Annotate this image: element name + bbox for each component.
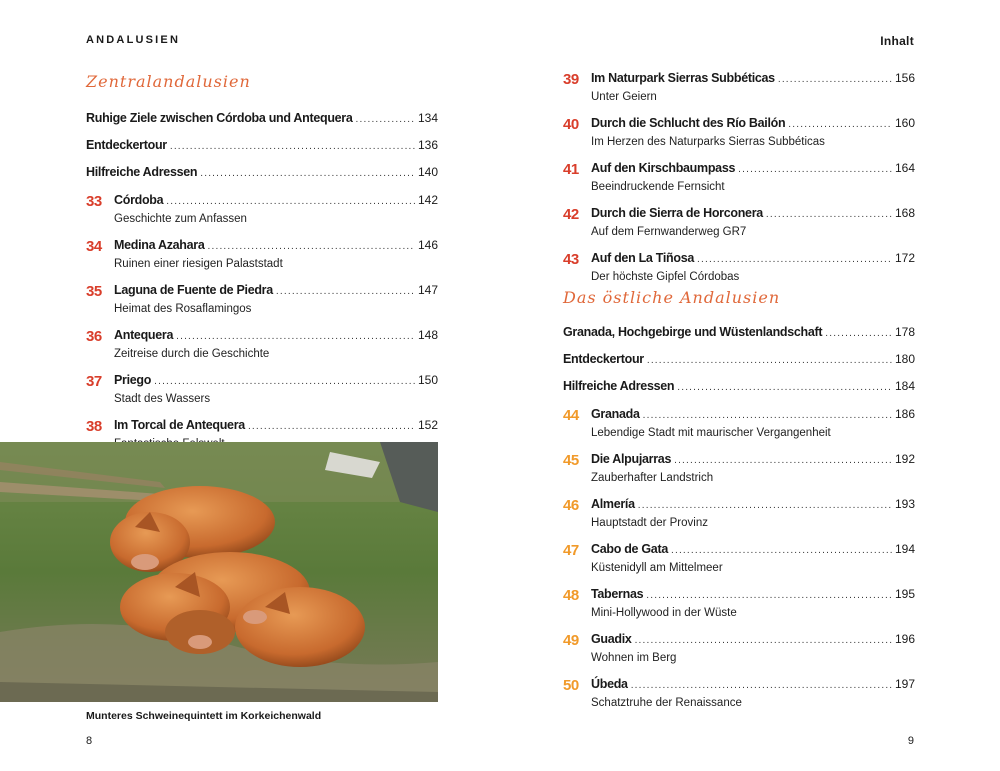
toc-entry[interactable] xyxy=(563,70,915,105)
toc-subtitle: Küstenidyll am Mittelmeer xyxy=(591,562,723,574)
toc-plain-entry[interactable] xyxy=(563,324,915,342)
toc-page-number: 164 xyxy=(894,161,915,175)
tour-number: 36 xyxy=(86,328,102,345)
tour-number: 37 xyxy=(86,373,102,390)
toc-title: Córdoba xyxy=(114,193,164,207)
toc-leader xyxy=(208,239,415,255)
toc-leader xyxy=(154,374,415,390)
toc-title: Priego xyxy=(114,373,152,387)
toc-plain-entry[interactable] xyxy=(86,137,438,155)
tour-number: 42 xyxy=(563,206,579,223)
tour-number: 44 xyxy=(563,407,579,424)
toc-subtitle: Ruinen einer riesigen Palaststadt xyxy=(114,258,283,270)
toc-entry[interactable] xyxy=(86,192,438,227)
toc-subtitle: Lebendige Stadt mit maurischer Vergangenheit xyxy=(591,427,831,439)
toc-page-number: 136 xyxy=(417,138,438,152)
toc-entry[interactable] xyxy=(563,205,915,240)
tour-number: 48 xyxy=(563,587,579,604)
toc-page-number: 184 xyxy=(894,379,915,393)
toc-title: Antequera xyxy=(114,328,174,342)
toc-title: Granada, Hochgebirge und Wüstenlandschaft xyxy=(563,325,823,339)
toc-subtitle: Mini-Hollywood in der Wüste xyxy=(591,607,737,619)
section-title-east: Das östliche Andalusien xyxy=(563,288,781,307)
piglets-photo xyxy=(0,442,438,702)
toc-page-number: 156 xyxy=(894,71,915,85)
toc-subtitle: Hauptstadt der Provinz xyxy=(591,517,708,529)
toc-entry[interactable] xyxy=(86,327,438,362)
toc-page-number: 142 xyxy=(417,193,438,207)
tour-number: 41 xyxy=(563,161,579,178)
toc-page-number: 160 xyxy=(894,116,915,130)
toc-title: Auf den Kirschbaumpass xyxy=(591,161,736,175)
toc-entry[interactable] xyxy=(86,282,438,317)
toc-page-number: 196 xyxy=(894,632,915,646)
toc-title: Laguna de Fuente de Piedra xyxy=(114,283,273,297)
toc-title: Cabo de Gata xyxy=(591,542,668,556)
toc-entry[interactable] xyxy=(563,631,915,666)
toc-leader xyxy=(356,112,415,128)
toc-entry[interactable] xyxy=(563,541,915,576)
toc-title: Medina Azahara xyxy=(114,238,205,252)
toc-entry[interactable] xyxy=(86,237,438,272)
toc-leader xyxy=(674,453,892,469)
tour-number: 43 xyxy=(563,251,579,268)
toc-subtitle: Auf dem Fernwanderweg GR7 xyxy=(591,226,747,238)
toc-leader xyxy=(766,207,892,223)
toc-leader xyxy=(677,380,892,396)
right-page xyxy=(500,0,1000,771)
piglets-illustration xyxy=(0,442,438,702)
toc-entry[interactable] xyxy=(563,160,915,195)
toc-page-number: 186 xyxy=(894,407,915,421)
toc-leader xyxy=(170,139,415,155)
toc-entry[interactable] xyxy=(563,496,915,531)
toc-page-number: 146 xyxy=(417,238,438,252)
toc-entry[interactable] xyxy=(563,676,915,711)
toc-entry[interactable] xyxy=(563,115,915,150)
tour-number: 46 xyxy=(563,497,579,514)
toc-page-number: 168 xyxy=(894,206,915,220)
toc-subtitle: Heimat des Rosaflamingos xyxy=(114,303,252,315)
toc-title: Entdeckertour xyxy=(563,352,644,366)
toc-plain-entry[interactable] xyxy=(86,110,438,128)
toc-title: Durch die Sierra de Horconera xyxy=(591,206,763,220)
toc-title: Ruhige Ziele zwischen Córdoba und Antequera xyxy=(86,111,353,125)
tour-number: 47 xyxy=(563,542,579,559)
toc-title: Entdeckertour xyxy=(86,138,167,152)
tour-number: 45 xyxy=(563,452,579,469)
toc-page-number: 194 xyxy=(894,542,915,556)
toc-entry[interactable] xyxy=(563,586,915,621)
toc-leader xyxy=(635,633,892,649)
toc-title: Auf den La Tiñosa xyxy=(591,251,695,265)
tour-number: 49 xyxy=(563,632,579,649)
toc-page-number: 140 xyxy=(417,165,438,179)
toc-page-number: 178 xyxy=(894,325,915,339)
toc-subtitle: Beeindruckende Fernsicht xyxy=(591,181,725,193)
toc-leader xyxy=(647,353,892,369)
toc-page-number: 148 xyxy=(417,328,438,342)
tour-number: 34 xyxy=(86,238,102,255)
toc-subtitle: Geschichte zum Anfassen xyxy=(114,213,247,225)
toc-subtitle: Stadt des Wassers xyxy=(114,393,211,405)
toc-title: Guadix xyxy=(591,632,632,646)
toc-leader xyxy=(166,194,415,210)
toc-right-bottom xyxy=(563,324,915,721)
toc-title: Die Alpujarras xyxy=(591,452,672,466)
page-number-left: 8 xyxy=(86,735,93,747)
toc-entry[interactable] xyxy=(563,451,915,486)
toc-entry[interactable] xyxy=(563,250,915,285)
toc-page-number: 193 xyxy=(894,497,915,511)
toc-plain-entry[interactable] xyxy=(86,164,438,182)
toc-plain-entry[interactable] xyxy=(563,378,915,396)
toc-page-number: 180 xyxy=(894,352,915,366)
toc-title: Im Torcal de Antequera xyxy=(114,418,245,432)
toc-title: Durch die Schlucht des Río Bailón xyxy=(591,116,786,130)
running-head-right: Inhalt xyxy=(880,34,914,48)
toc-page-number: 147 xyxy=(417,283,438,297)
toc-subtitle: Der höchste Gipfel Córdobas xyxy=(591,271,740,283)
toc-subtitle: Im Herzen des Naturparks Sierras Subbéticas xyxy=(591,136,825,148)
tour-number: 39 xyxy=(563,71,579,88)
toc-leader xyxy=(176,329,415,345)
toc-leader xyxy=(738,162,892,178)
toc-title: Hilfreiche Adressen xyxy=(86,165,198,179)
tour-number: 38 xyxy=(86,418,102,435)
toc-title: Úbeda xyxy=(591,677,628,691)
toc-entry[interactable] xyxy=(563,406,915,441)
toc-page-number: 152 xyxy=(417,418,438,432)
toc-leader xyxy=(276,284,415,300)
tour-number: 33 xyxy=(86,193,102,210)
toc-leader xyxy=(638,498,892,514)
toc-subtitle: Zeitreise durch die Geschichte xyxy=(114,348,270,360)
toc-leader xyxy=(788,117,892,133)
page-number-right: 9 xyxy=(907,735,914,747)
toc-title: Im Naturpark Sierras Subbéticas xyxy=(591,71,775,85)
toc-plain-entry[interactable] xyxy=(563,351,915,369)
tour-number: 40 xyxy=(563,116,579,133)
tour-number: 35 xyxy=(86,283,102,300)
toc-page-number: 192 xyxy=(894,452,915,466)
toc-right-top xyxy=(563,70,915,295)
section-title-central: Zentralandalusien xyxy=(86,72,251,91)
toc-subtitle: Wohnen im Berg xyxy=(591,652,677,664)
toc-left xyxy=(86,110,438,462)
toc-title: Tabernas xyxy=(591,587,644,601)
toc-leader xyxy=(825,326,892,342)
toc-page-number: 150 xyxy=(417,373,438,387)
toc-subtitle: Zauberhafter Landstrich xyxy=(591,472,714,484)
toc-entry[interactable] xyxy=(86,372,438,407)
toc-page-number: 172 xyxy=(894,251,915,265)
toc-title: Almería xyxy=(591,497,635,511)
toc-page-number: 197 xyxy=(894,677,915,691)
toc-leader xyxy=(643,408,892,424)
toc-title: Granada xyxy=(591,407,640,421)
toc-page-number: 195 xyxy=(894,587,915,601)
toc-leader xyxy=(200,166,415,182)
toc-leader xyxy=(697,252,892,268)
toc-subtitle: Unter Geiern xyxy=(591,91,657,103)
toc-leader xyxy=(778,72,892,88)
toc-leader xyxy=(671,543,892,559)
tour-number: 50 xyxy=(563,677,579,694)
toc-leader xyxy=(631,678,892,694)
toc-title: Hilfreiche Adressen xyxy=(563,379,675,393)
toc-page-number: 134 xyxy=(417,111,438,125)
toc-subtitle: Schatztruhe der Renaissance xyxy=(591,697,742,709)
toc-leader xyxy=(248,419,415,435)
running-head-left: ANDALUSIEN xyxy=(86,34,181,46)
toc-leader xyxy=(646,588,892,604)
photo-caption: Munteres Schweinequintett im Korkeichenwald xyxy=(86,710,322,722)
